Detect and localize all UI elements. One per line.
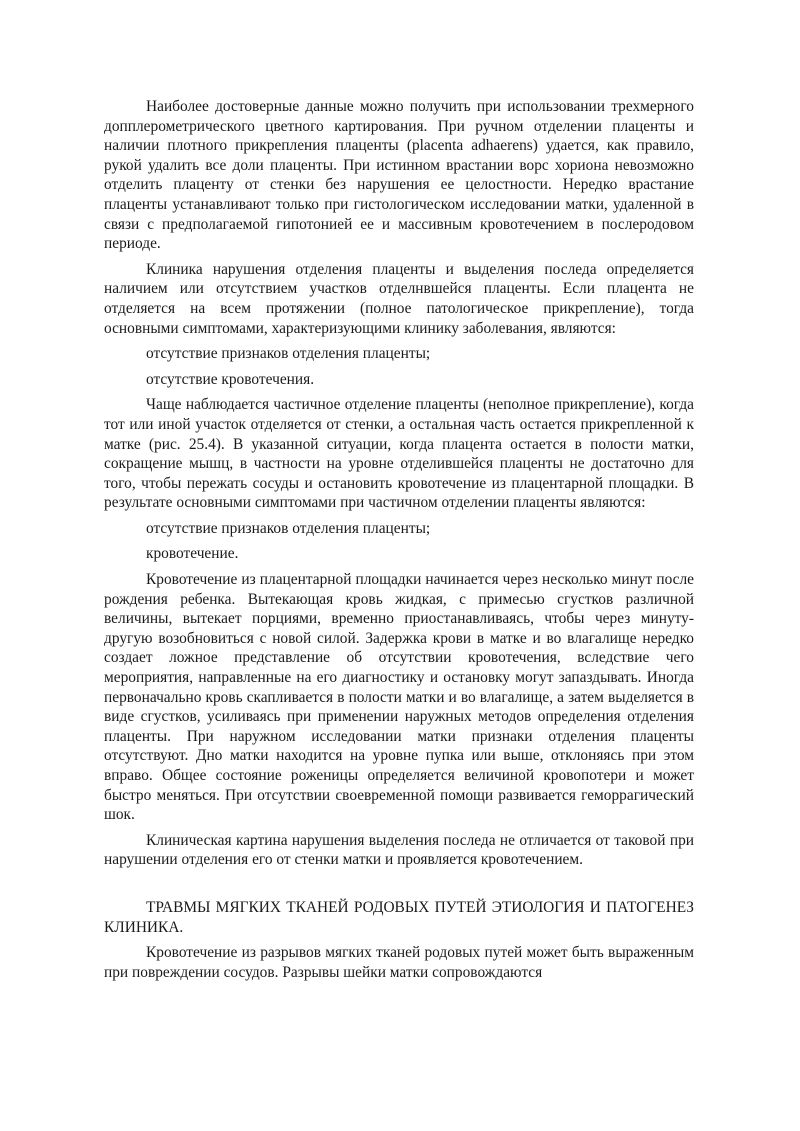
list-item: отсутствие кровотечения. [146,370,315,388]
paragraph: Кровотечение из плацентарной площадки начинается через несколько минут после рождения ребенка. Вытекающая кровь жидкая, с примесью сгустков различной величины, вытекает порциями, временно приостанавливаясь, чтобы через минуту-другую возобновиться с новой силой. Задержка крови в матке и во влагалище нередко создает ложное представление об отсутствии кровотечения, вследствие чего мероприятия, направленные на его диагностику и остановку могут запаздывать. Иногда первоначально кровь скапливается в полости матки и во влагалище, а затем выделяется в виде сгустков, усиливаясь при применении наружных методов определения отделения плаценты. При наружном исследовании матки признаки отделения плаценты отсутствуют. Дно матки находится на уровне пупка или выше, отклоняясь при этом вправо. Общее состояние роженицы определяется величиной кровопотери и может быстро меняться. При отсутствии своевременной помощи развивается геморрагический шок. [104,571,694,824]
section-heading: ТРАВМЫ МЯГКИХ ТКАНЕЙ РОДОВЫХ ПУТЕЙ ЭТИОЛОГИЯ И ПАТОГЕНЕЗ КЛИНИКА. [104,898,694,936]
section-spacer [104,876,694,898]
list-item: отсутствие признаков отделения плаценты; [146,519,431,537]
paragraph: Чаще наблюдается частичное отделение плаценты (неполное прикрепление), когда тот или иной участок отделяется от стенки, а остальная часть остается прикрепленной к матке (рис. 25.4). В указанной ситуации, когда плацента остается в полости матки, сокращение мышц, в частности на уровне отделившейся плаценты не достаточно для того, чтобы пережать сосуды и остановить кровотечение из плацентарной площадки. В результате основными симптомами при частичном отделении плаценты являются: [104,396,694,512]
list-item: отсутствие признаков отделения плаценты; [146,345,431,363]
document-page [104,97,694,988]
list-item: кровотечение. [146,545,239,563]
paragraph: Клиника нарушения отделения плаценты и выделения последа определяется наличием или отсутствием участков отделнвшейся плаценты. Если плацента не отделяется на всем протяжении (полное патологическое прикрепление), тогда основными симптомами, характеризующими клинику заболевания, являются: [104,260,694,337]
paragraph: Наиболее достоверные данные можно получить при использовании трехмерного допплерометрического цветного картирования. При ручном отделении плаценты и наличии плотного прикрепления плаценты (placenta adhaerens) удается, как правило, рукой удалить все доли плаценты. При истинном врастании ворс хориона невозможно отделить плаценту от стенки без нарушения ее целостности. Нередко врастание плаценты устанавливают только при гистологическом исследовании матки, удаленной в связи с предполагаемой гипотонией ее и массивным кровотечением в послеродовом периоде. [104,98,694,253]
paragraph: Кровотечение из разрывов мягких тканей родовых путей может быть выраженным при повреждении сосудов. Разрывы шейки матки сопровождаются [104,944,694,981]
paragraph: Клиническая картина нарушения выделения последа не отличается от таковой при нарушении отделения его от стенки матки и проявляется кровотечением. [104,831,694,869]
